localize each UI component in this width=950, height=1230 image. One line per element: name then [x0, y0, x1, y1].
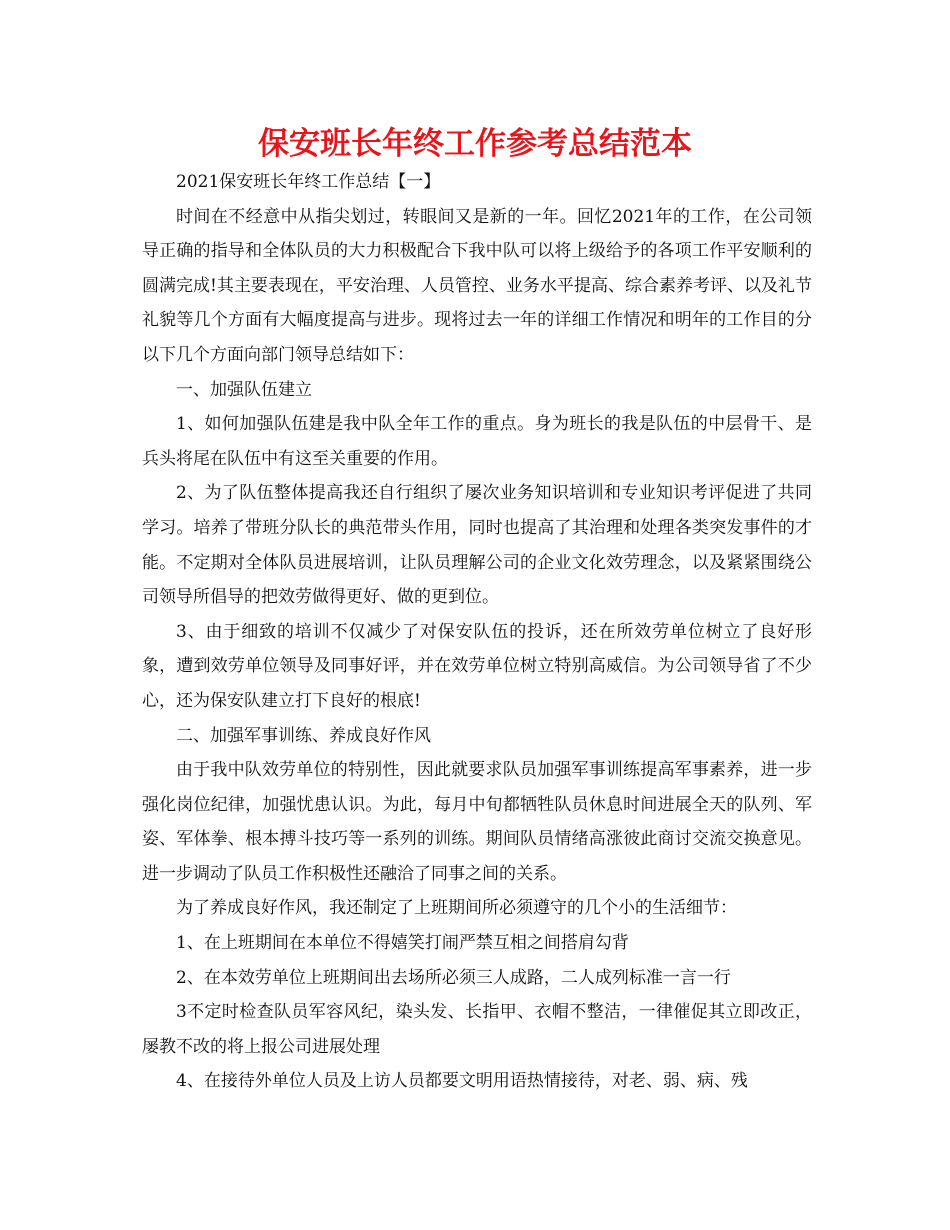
rule-item-3: 3不定时检查队员军容风纪，染头发、长指甲、衣帽不整洁，一律催促其立即改正，屡教不改的将上报公司进展处理: [142, 1002, 812, 1057]
rule-item-4: 4、在接待外单位人员及上访人员都要文明用语热情接待，对老、弱、病、残: [176, 1071, 748, 1092]
document-title: 保安班长年终工作参考总结范本: [258, 126, 692, 162]
paragraph-item-2: 2、为了队伍整体提高我还自行组织了屡次业务知识培训和专业知识考评促进了共同学习。培养了带班分队长的典范带头作用，同时也提高了其治理和处理各类突发事件的才能。不定期对全体队员进展培训，让队员理解公司的企业文化效劳理念，以及紧紧围绕公司领导所倡导的把效劳做得更好、做的更到位。: [142, 483, 812, 608]
habits-intro-paragraph: 为了养成良好作风，我还制定了上班期间所必须遵守的几个小的生活细节：: [176, 898, 737, 919]
paragraph-item-3: 3、由于细致的培训不仅减少了对保安队伍的投诉，还在所效劳单位树立了良好形象，遭到效劳单位领导及同事好评，并在效劳单位树立特别高威信。为公司领导省了不少心，还为保安队建立打下良好的根底!: [142, 621, 812, 711]
document-body: [142, 165, 812, 1099]
intro-paragraph: 时间在不经意中从指尖划过，转眼间又是新的一年。回忆2021年的工作，在公司领导正确的指导和全体队员的大力积极配合下我中队可以将上级给予的各项工作平安顺利的圆满完成!其主要表现在，平安治理、人员管控、业务水平提高、综合素养考评、以及礼节礼貌等几个方面有大幅度提高与进步。现将过去一年的详细工作情况和明年的工作目的分以下几个方面向部门领导总结如下：: [142, 206, 812, 365]
rule-item-1: 1、在上班期间在本单位不得嬉笑打闹严禁互相之间搭肩勾背: [176, 933, 629, 954]
section-subtitle: 2021保安班长年终工作总结【一】: [176, 172, 441, 192]
section-heading-team-building: 一、加强队伍建立: [176, 379, 312, 400]
rule-item-2: 2、在本效劳单位上班期间出去场所必须三人成路，二人成列标准一言一行: [176, 967, 731, 988]
section-heading-military-training: 二、加强军事训练、养成良好作风: [176, 725, 431, 746]
training-paragraph: 由于我中队效劳单位的特别性，因此就要求队员加强军事训练提高军事素养，进一步强化岗位纪律，加强忧患认识。为此，每月中旬都牺牲队员休息时间进展全天的队列、军姿、军体拳、根本搏斗技巧等一系列的训练。期间队员情绪高涨彼此商讨交流交换意见。进一步调动了队员工作积极性还融洽了同事之间的关系。: [142, 760, 812, 884]
paragraph-item-1: 1、如何加强队伍建是我中队全年工作的重点。身为班长的我是队伍的中层骨干、是兵头将尾在队伍中有这至关重要的作用。: [142, 414, 812, 469]
